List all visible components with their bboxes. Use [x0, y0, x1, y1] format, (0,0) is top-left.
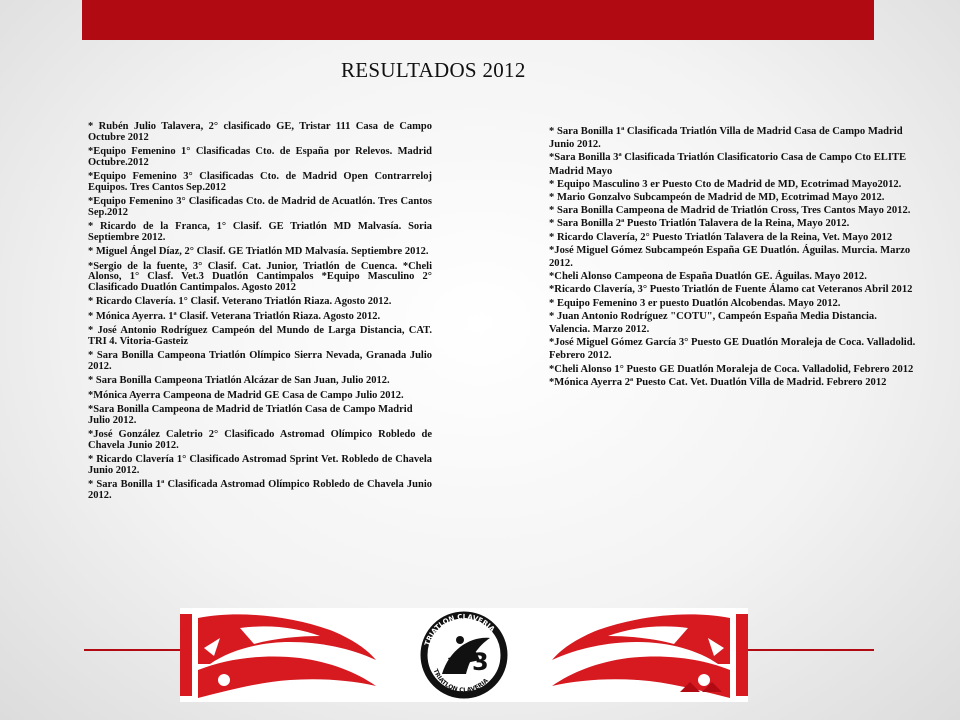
- result-entry: *Sergio de la fuente, 3° Clasif. Cat. Junior, Triatlón de Cuenca. *Cheli Alonso, 1° Clasf. Vet.3 Duatlón Cantimpalos *Equipo Masculino 2° Clasificado Duatlón Cantimpalos. Agosto 2012: [88, 260, 432, 293]
- result-entry: * Miguel Ángel Díaz, 2° Clasif. GE Triatlón MD Malvasía. Septiembre 2012.: [88, 246, 429, 257]
- result-entry: * Ricardo Clavería, 2° Puesto Triatlón Talavera de la Reina, Vet. Mayo 2012: [549, 231, 893, 243]
- result-entry: *Ricardo Clavería, 3° Puesto Triatlón de Fuente Álamo cat Veteranos Abril 2012: [549, 284, 913, 296]
- result-entry: *José Miguel Gómez Subcampeón España GE Duatlón. Águilas. Murcia. Marzo 2012.: [549, 244, 911, 270]
- result-entry: * José Antonio Rodríguez Campeón del Mundo de Larga Distancia, CAT. TRI 4. Vitoria-Gasteiz: [88, 325, 432, 347]
- footer-line-right: [746, 649, 874, 651]
- result-entry: * Rubén Julio Talavera, 2° clasificado GE, Tristar 111 Casa de Campo Octubre 2012: [88, 121, 432, 143]
- result-entry: * Mario Gonzalvo Subcampeón de Madrid de MD, Ecotrimad Mayo 2012.: [549, 192, 885, 204]
- result-entry: *Mónica Ayerra 2ª Puesto Cat. Vet. Duatlón Villa de Madrid. Febrero 2012: [549, 376, 887, 388]
- result-entry: * Ricardo de la Franca, 1° Clasif. GE Triatlón MD Malvasía. Soria Septiembre 2012.: [88, 221, 432, 243]
- result-entry: * Equipo Femenino 3 er puesto Duatlón Alcobendas. Mayo 2012.: [549, 297, 841, 309]
- result-entry: * Ricardo Clavería. 1° Clasif. Veterano Triatlón Riaza. Agosto 2012.: [88, 296, 392, 307]
- tribal-pattern-art: [180, 608, 748, 702]
- result-entry: * Mónica Ayerra. 1ª Clasif. Veterana Triatlón Riaza. Agosto 2012.: [88, 310, 381, 322]
- result-entry: *Cheli Alonso 1° Puesto GE Duatlón Moraleja de Coca. Valladolid, Febrero 2012: [549, 363, 914, 375]
- result-entry: *Sara Bonilla Campeona de Madrid de Triatlón Casa de Campo Madrid Julio 2012.: [88, 404, 413, 426]
- result-entry: *Sara Bonilla 3ª Clasificada Triatlón Clasificatorio Casa de Campo Cto ELITE Madrid Mayo: [549, 152, 907, 177]
- result-entry: *Equipo Femenino 1° Clasificadas Cto. de España por Relevos. Madrid Octubre.2012: [88, 146, 432, 168]
- results-right-column: [549, 125, 919, 389]
- slide-title: RESULTADOS 2012: [341, 58, 526, 82]
- result-entry: *José González Caletrio 2° Clasificado Astromad Olímpico Robledo de Chavela Junio 2012.: [88, 429, 432, 451]
- svg-text:TRIATLON CLAVERIA: TRIATLON CLAVERIA: [423, 612, 497, 647]
- result-entry: * Ricardo Clavería 1° Clasificado Astromad Sprint Vet. Robledo de Chavela Junio 2012.: [88, 454, 432, 476]
- footer-line-left: [84, 649, 184, 651]
- result-entry: * Sara Bonilla 1ª Clasificada Astromad Olímpico Robledo de Chavela Junio 2012.: [88, 479, 432, 501]
- result-entry: * Sara Bonilla 1ª Clasificada Triatlón Villa de Madrid Casa de Campo Madrid Junio 2012.: [549, 126, 903, 151]
- result-entry: *José Miguel Gómez García 3° Puesto GE Duatlón Moraleja de Coca. Valladolid. Febrero 2012.: [549, 337, 916, 362]
- svg-text:TRIATLON CLAVERIA: TRIATLON CLAVERIA: [431, 668, 490, 695]
- results-left-column: [88, 122, 432, 505]
- svg-text:3: 3: [472, 648, 489, 676]
- result-entry: * Juan Antonio Rodríguez "COTU", Campeón España Media Distancia. Valencia. Marzo 2012.: [549, 310, 877, 336]
- result-entry: * Equipo Masculino 3 er Puesto Cto de Madrid de MD, Ecotrimad Mayo2012.: [549, 178, 902, 190]
- tribal-banner: [180, 608, 748, 702]
- top-accent-bar: [82, 0, 874, 40]
- result-entry: * Sara Bonilla 2ª Puesto Triatlón Talavera de la Reina, Mayo 2012.: [549, 218, 850, 230]
- result-entry: *Cheli Alonso Campeona de España Duatlón GE. Águilas. Mayo 2012.: [549, 271, 867, 283]
- result-entry: * Sara Bonilla Campeona Triatlón Alcázar de San Juan, Julio 2012.: [88, 375, 390, 386]
- result-entry: *Mónica Ayerra Campeona de Madrid GE Casa de Campo Julio 2012.: [88, 389, 404, 401]
- result-entry: *Equipo Femenino 3° Clasificadas Cto. de Madrid Open Contrarreloj Equipos. Tres Cantos Sep.2012: [88, 171, 432, 193]
- result-entry: * Sara Bonilla Campeona de Madrid de Triatlón Cross, Tres Cantos Mayo 2012.: [549, 205, 911, 217]
- result-entry: * Sara Bonilla Campeona Triatlón Olímpico Sierra Nevada, Granada Julio 2012.: [88, 350, 432, 372]
- result-entry: *Equipo Femenino 3° Clasificadas Cto. de Madrid de Acuatlón. Tres Cantos Sep.2012: [88, 196, 432, 218]
- triatlon-logo-icon: [420, 611, 508, 699]
